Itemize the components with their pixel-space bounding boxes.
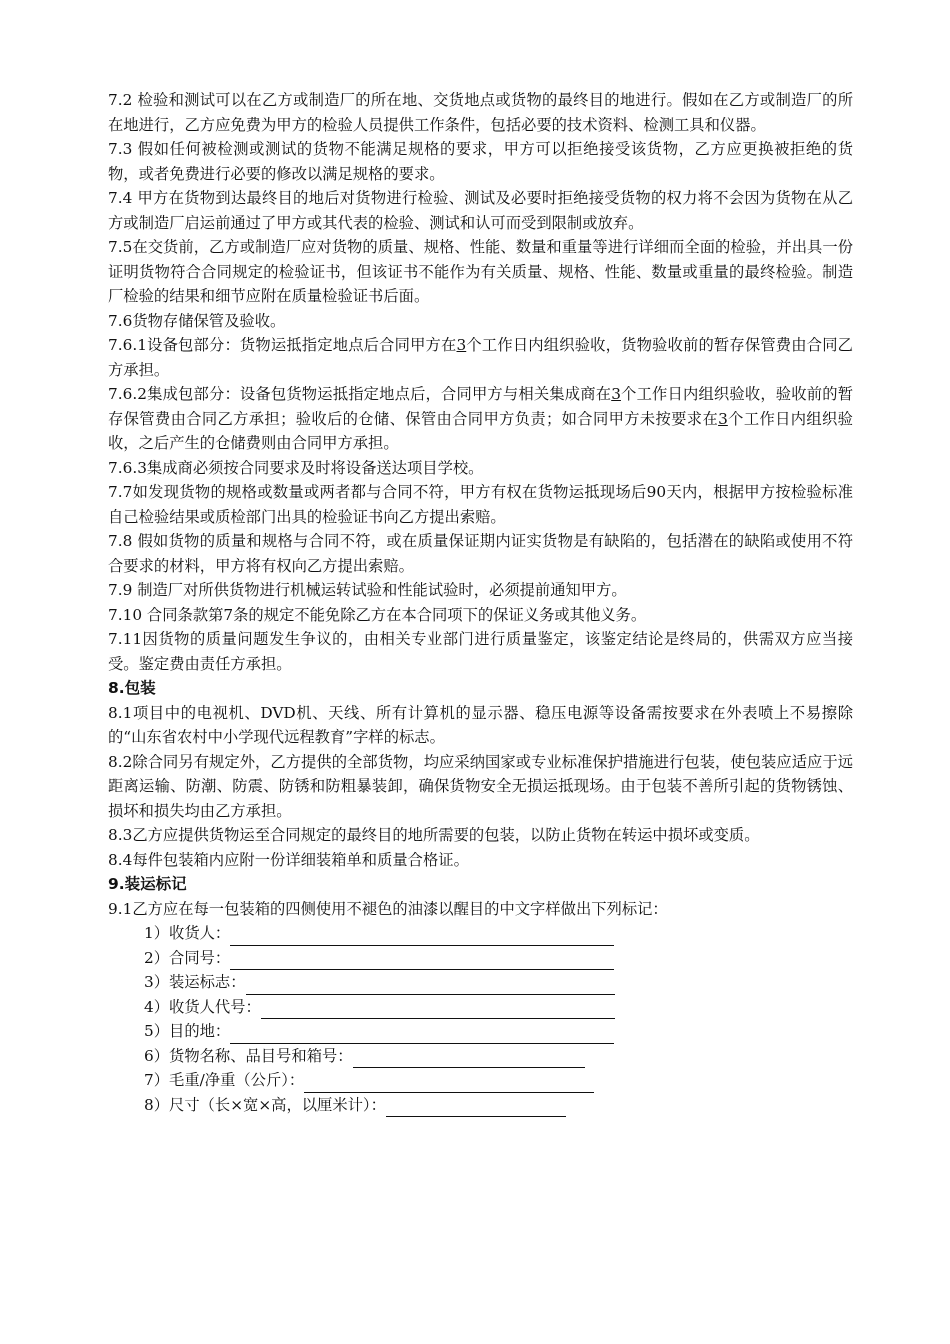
clause-7-6-2-text-b: 个工作日内组织验收，验收前的暂存保管费由合同乙方承担；验收后的仓储、保管由合同甲方负责；如合同甲方未按要求在 [108, 385, 853, 428]
clause-7-6-1-text-a: 7.6.1设备包部分：货物运抵指定地点后合同甲方在 [108, 336, 457, 354]
blank-line [246, 976, 615, 995]
mark-label: 4）收货人代号： [144, 997, 261, 1016]
mark-label: 6）货物名称、品目号和箱号： [144, 1046, 353, 1065]
clause-7-7: 7.7如发现货物的规格或数量或两者都与合同不符，甲方有权在货物运抵现场后90天内，根据甲方按检验标准自己检验结果或质检部门出具的检验证书向乙方提出索赔。 [108, 483, 853, 526]
clause-9-1: 9.1乙方应在每一包装箱的四侧使用不褪色的油漆以醒目的中文字样做出下列标记： [108, 899, 668, 918]
section-9-title: 9.装运标记 [108, 875, 187, 893]
blank-line [230, 951, 614, 970]
blank-line [230, 927, 614, 946]
mark-consignee [144, 921, 853, 946]
mark-label: 3）装运标志： [144, 973, 246, 991]
clause-7-2: 7.2 检验和测试可以在乙方或制造厂的所在地、交货地点或货物的最终目的地进行。假如在乙方或制造厂的所在地进行，乙方应免费为甲方的检验人员提供工作条件，包括必要的技术资料、检测工具和仪器。 [108, 91, 853, 134]
blank-line [353, 1049, 585, 1068]
mark-consignee-code [144, 995, 853, 1020]
mark-label: 8）尺寸（长×宽×高，以厘米计）： [144, 1095, 386, 1114]
clause-7-8: 7.8 假如货物的质量和规格与合同不符，或在质量保证期内证实货物是有缺陷的，包括潜在的缺陷或使用不符合要求的材料，甲方将有权向乙方提出索赔。 [108, 532, 853, 575]
shipping-marks-list [108, 921, 853, 1117]
mark-label: 5）目的地： [144, 1022, 231, 1040]
clause-7-6-2-days-1: 3 [611, 385, 621, 403]
blank-line [261, 1000, 615, 1019]
mark-weight [144, 1068, 853, 1093]
blank-line [386, 1098, 566, 1117]
clause-7-10: 7.10 合同条款第7条的规定不能免除乙方在本合同项下的保证义务或其他义务。 [108, 605, 647, 624]
clause-7-6-1 [108, 333, 853, 382]
clause-7-4: 7.4 甲方在货物到达最终目的地后对货物进行检验、测试及必要时拒绝接受货物的权力将不会因为货物在从乙方或制造厂启运前通过了甲方或其代表的检验、测试和认可而受到限制或放弃。 [108, 189, 853, 232]
mark-goods-name [144, 1044, 853, 1069]
clause-7-6-2 [108, 382, 853, 456]
clause-7-6-2-text-a: 7.6.2集成包部分：设备包货物运抵指定地点后，合同甲方与相关集成商在 [108, 385, 612, 403]
mark-dimensions [144, 1093, 853, 1118]
contract-page [108, 88, 853, 1117]
clause-7-11: 7.11因货物的质量问题发生争议的，由相关专业部门进行质量鉴定，该鉴定结论是终局的，供需双方应当接受。鉴定费由责任方承担。 [108, 630, 853, 673]
clause-8-1: 8.1项目中的电视机、DVD机、天线、所有计算机的显示器、稳压电源等设备需按要求在外表喷上不易擦除的“山东省农村中小学现代远程教育”字样的标志。 [108, 703, 853, 746]
clause-7-6-1-days: 3 [456, 336, 467, 354]
clause-7-6-2-text-c: 个工作日内组织验收，之后产生的仓储费则由合同甲方承担。 [108, 409, 853, 452]
mark-label: 7）毛重/净重（公斤）： [144, 1071, 305, 1089]
blank-line [230, 1025, 614, 1044]
clause-7-6-3: 7.6.3集成商必须按合同要求及时将设备送达项目学校。 [108, 458, 484, 477]
clause-7-5: 7.5在交货前，乙方或制造厂应对货物的质量、规格、性能、数量和重量等进行详细而全面的检验，并出具一份证明货物符合合同规定的检验证书，但该证书不能作为有关质量、规格、性能、数量或重量的最终检验。制造厂检验的结果和细节应附在质量检验证书后面。 [108, 238, 853, 305]
clause-7-6-1-text-b: 个工作日内组织验收，货物验收前的暂存保管费由合同乙方承担。 [108, 336, 853, 379]
clause-7-9: 7.9 制造厂对所供货物进行机械运转试验和性能试验时，必须提前通知甲方。 [108, 581, 627, 599]
clause-8-3: 8.3乙方应提供货物运至合同规定的最终目的地所需要的包装，以防止货物在转运中损坏或变质。 [108, 826, 760, 844]
clause-8-4: 8.4每件包装箱内应附一份详细装箱单和质量合格证。 [108, 850, 469, 869]
section-8-title: 8.包装 [108, 679, 156, 697]
mark-destination [144, 1019, 853, 1044]
clause-7-6-2-days-2: 3 [718, 409, 728, 428]
clause-8-2: 8.2除合同另有规定外，乙方提供的全部货物，均应采纳国家或专业标准保护措施进行包装，使包装应适应于远距离运输、防潮、防震、防锈和防粗暴装卸，确保货物安全无损运抵现场。由于包装不善所引起的货物锈蚀、损坏和损失均由乙方承担。 [108, 752, 853, 820]
mark-contract-no [144, 946, 853, 971]
clause-7-3: 7.3 假如任何被检测或测试的货物不能满足规格的要求，甲方可以拒绝接受该货物，乙方应更换被拒绝的货物，或者免费进行必要的修改以满足规格的要求。 [108, 140, 853, 183]
blank-line [304, 1074, 594, 1093]
mark-label: 2）合同号： [144, 948, 231, 967]
clause-7-6: 7.6货物存储保管及验收。 [108, 311, 286, 330]
mark-shipping-sign [144, 970, 853, 995]
mark-label: 1）收货人： [144, 924, 231, 942]
